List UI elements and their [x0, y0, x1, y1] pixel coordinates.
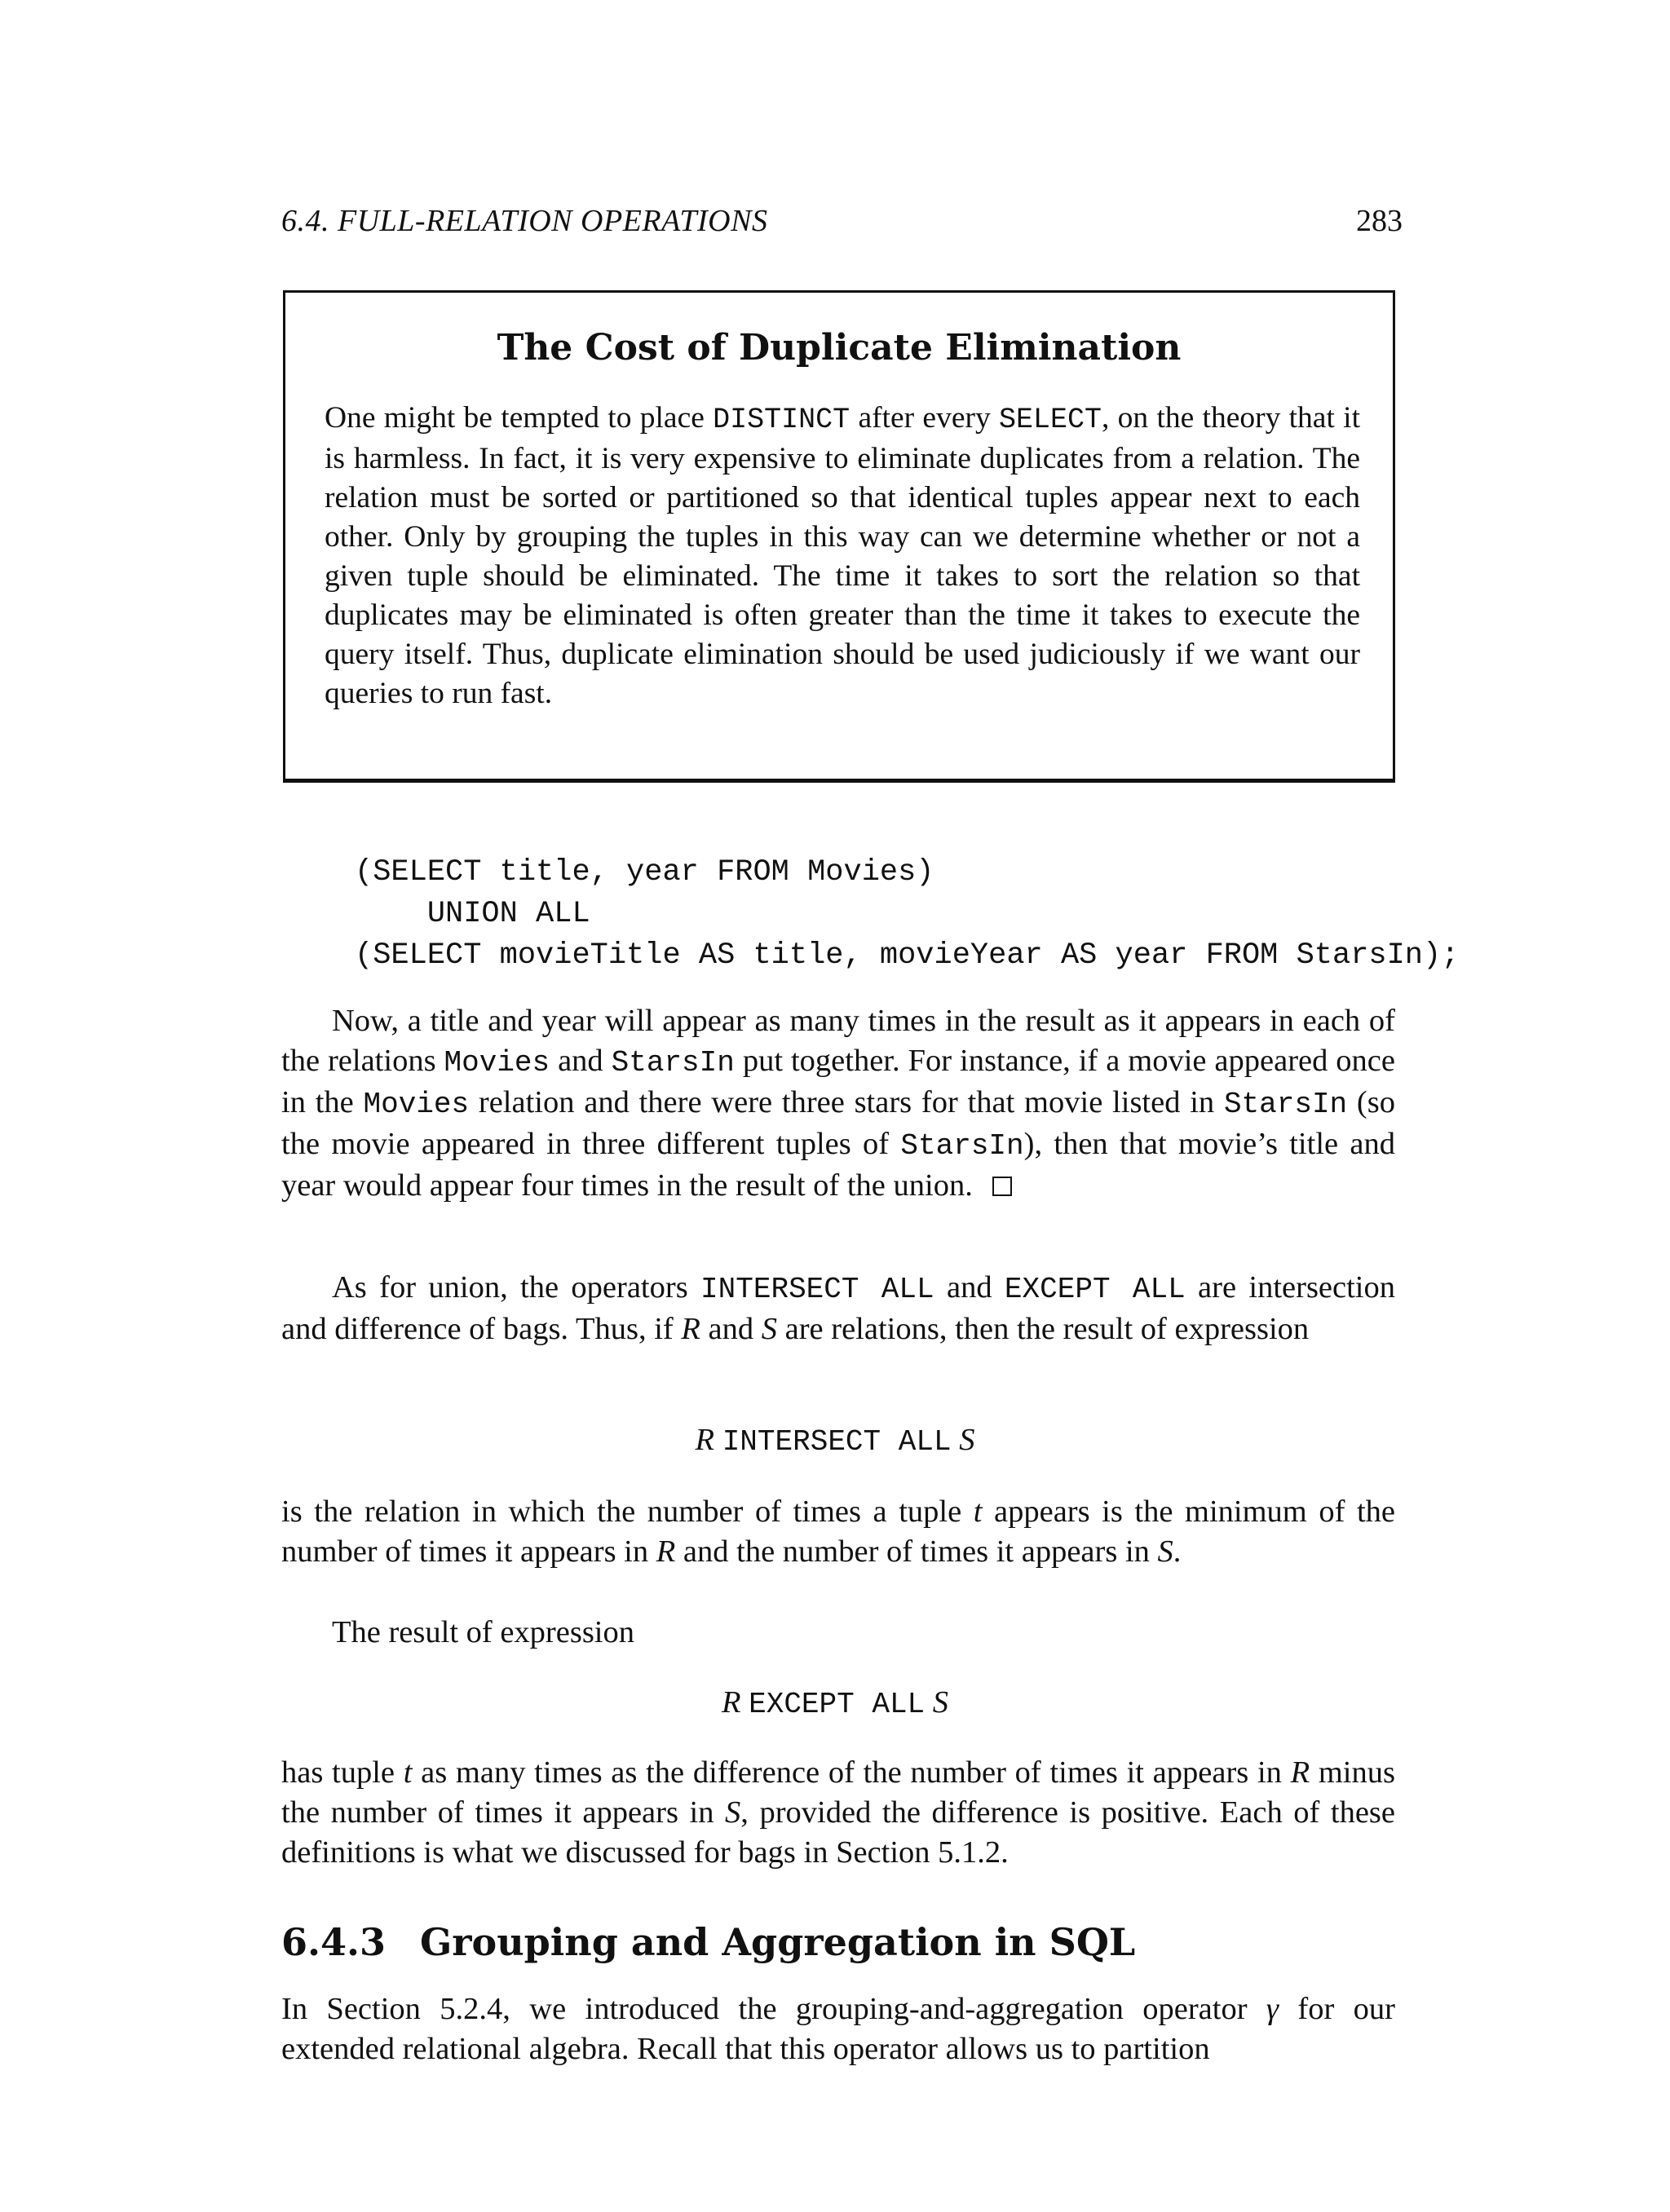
- sidebar-box-title: The Cost of Duplicate Elimination: [497, 327, 1182, 369]
- section-title: Grouping and Aggregation in SQL: [420, 1920, 1136, 1964]
- paragraph-grouping-intro: In Section 5.2.4, we introduced the grouping-and-aggregation operator γ for our extended relational algebra. Recall that this operator allows us to partition: [281, 1992, 1395, 2066]
- code-line: UNION ALL: [355, 897, 590, 931]
- page-number: 283: [1356, 204, 1403, 238]
- paragraph-except-definition: has tuple t as many times as the difference of the number of times it appears in R minus the number of times it appears in S, provided the difference is positive. Each of these definitions is what we discussed for bags in Section 5.1.2.: [281, 1755, 1396, 1870]
- keyword-select: SELECT: [998, 404, 1102, 436]
- paragraph-union-explanation: Now, a title and year will appear as many times in the result as it appears in each of the relations Movies and StarsIn put together. For instance, if a movie appeared once in the Movies relation and there were three stars for that movie listed in StarsIn (so the movie appeared in three different tuples of StarsIn), then that movie’s title and year would appear four times in the result of the union.: [281, 1004, 1396, 1203]
- running-head-title: 6.4. FULL-RELATION OPERATIONS: [281, 204, 768, 238]
- expression-except-all: R EXCEPT ALL S: [721, 1685, 949, 1721]
- paragraph-bag-operators: As for union, the operators INTERSECT ALL and EXCEPT ALL are intersection and difference of bags. Thus, if R and S are relations, then the result of expression: [281, 1270, 1395, 1346]
- section-heading: [281, 1918, 1135, 1967]
- expression-intersect-all: R INTERSECT ALL S: [695, 1423, 975, 1459]
- code-line: (SELECT movieTitle AS title, movieYear AS year FROM StarsIn);: [355, 938, 1460, 973]
- keyword-distinct: DISTINCT: [713, 404, 850, 436]
- sidebar-box: [283, 290, 1395, 783]
- section-number: 6.4.3: [281, 1920, 387, 1964]
- paragraph-result-of-expression: The result of expression: [332, 1615, 634, 1649]
- code-line: (SELECT title, year FROM Movies): [355, 855, 934, 890]
- sql-code-block: [355, 852, 1459, 977]
- paragraph-intersect-definition: is the relation in which the number of times a tuple t appears is the minimum of the number of times it appears in R and the number of times it appears in S.: [281, 1495, 1395, 1569]
- sidebar-box-body: One might be tempted to place DISTINCT after every SELECT, on the theory that it is harmless. In fact, it is very expensive to eliminate duplicates from a relation. The relation must be sorted or partitioned so that identical tuples appear next to each other. Only by grouping the tuples in this way can we determine whether or not a given tuple should be eliminated. The time it takes to sort the relation so that duplicates may be eliminated is often greater than the time it takes to execute the query itself. Thus, duplicate elimination should be used judiciously if we want our queries to run fast.: [325, 401, 1360, 710]
- end-of-example-icon: [992, 1177, 1012, 1196]
- running-header: [281, 202, 1403, 240]
